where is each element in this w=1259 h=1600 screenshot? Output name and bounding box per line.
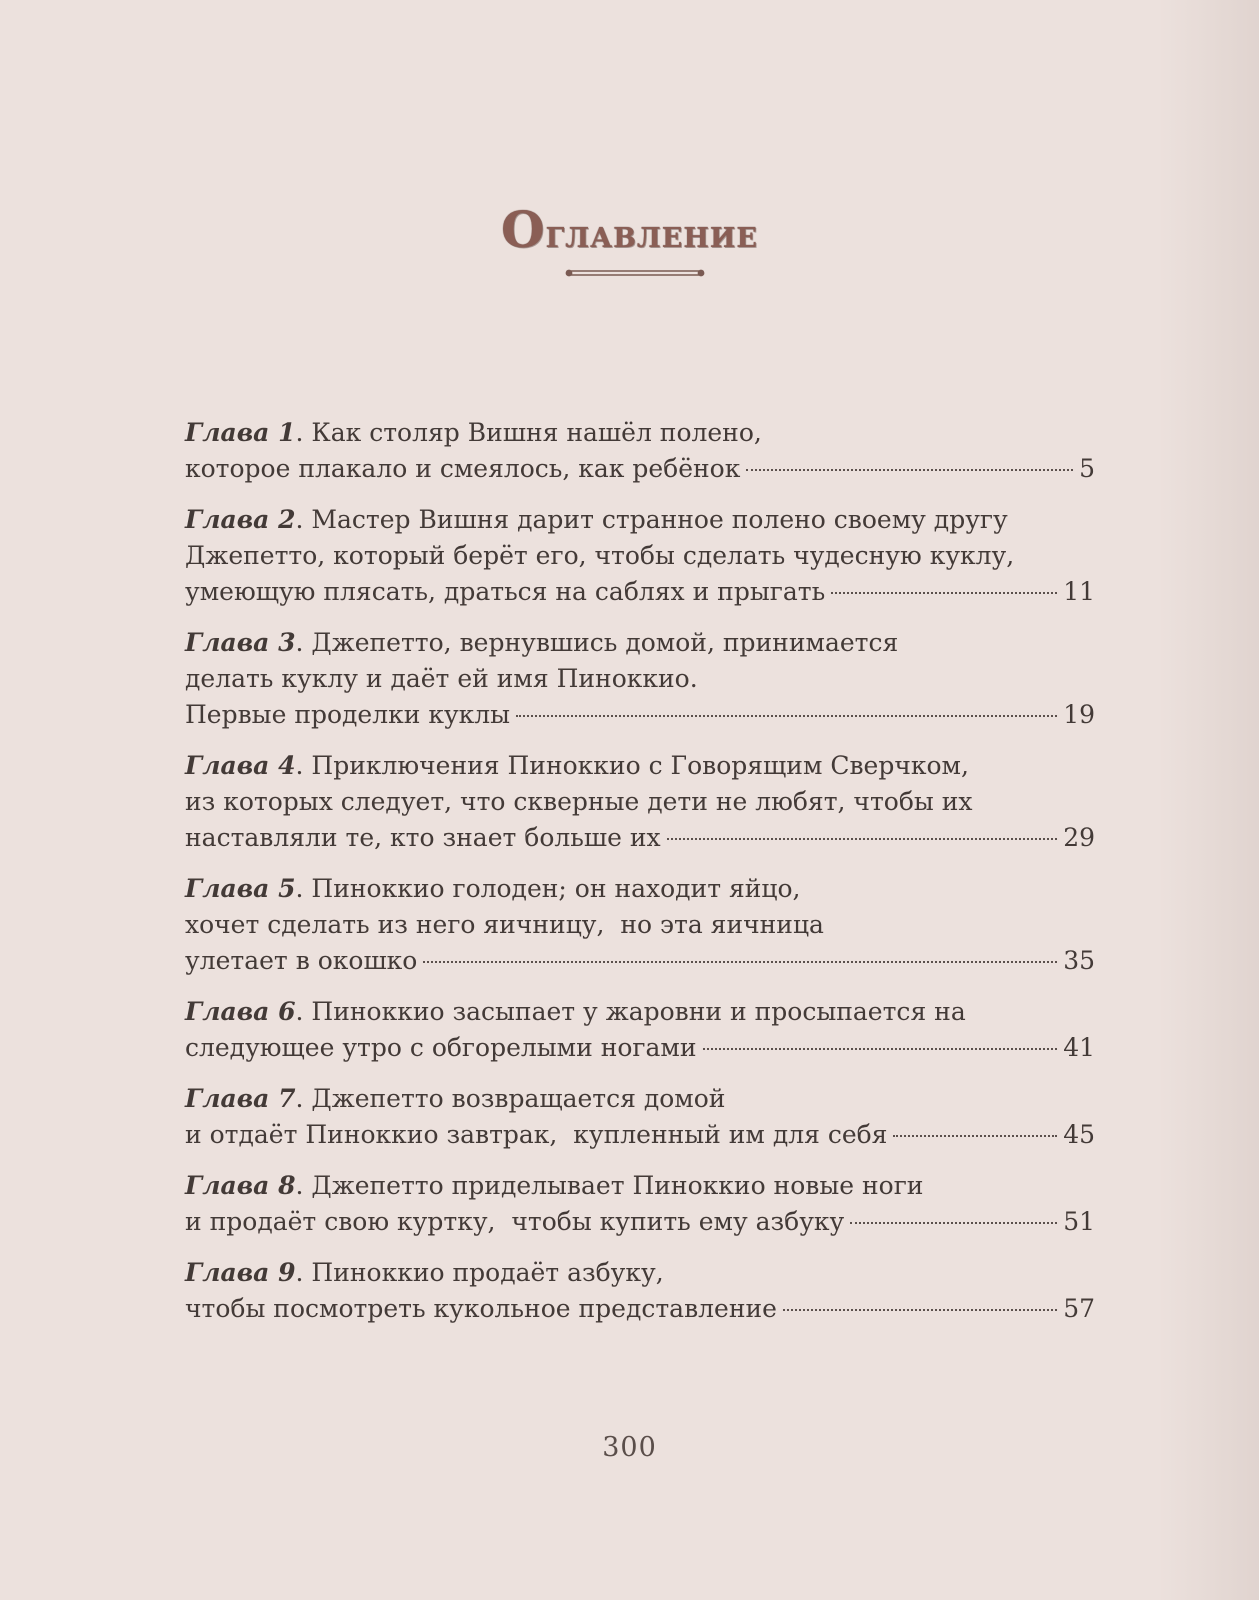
chapter-title-text: Пиноккио продаёт азбуку,: [311, 1258, 664, 1287]
toc-entry-line: [185, 697, 1095, 733]
dot-leader: [893, 1135, 1057, 1137]
toc-entry-line: [185, 1030, 1095, 1066]
page-title: [0, 200, 1259, 259]
chapter-separator: .: [295, 1171, 312, 1200]
chapter-title-text: Как столяр Вишня нашёл полено,: [311, 418, 762, 447]
toc-entry: [185, 1255, 1095, 1327]
chapter-label: Глава 7: [185, 1084, 296, 1113]
dot-leader: [703, 1048, 1058, 1050]
toc-entry-line: [185, 1291, 1095, 1327]
toc-entry-line: [185, 451, 1095, 487]
toc-entry: [185, 748, 1095, 856]
title-initial: О: [501, 200, 546, 259]
toc-entry: [185, 871, 1095, 979]
dot-leader: [746, 469, 1073, 471]
toc-entry-line: [185, 871, 1095, 907]
chapter-label: Глава 9: [185, 1258, 296, 1287]
toc-entry-line: [185, 625, 1095, 661]
page-number: 300: [602, 1432, 657, 1463]
dot-leader: [423, 961, 1057, 963]
page-ref: 45: [1063, 1120, 1095, 1149]
chapter-title-text: умеющую плясать, драться на саблях и прыгать: [185, 577, 826, 606]
toc-entry-line: [185, 748, 1095, 784]
chapter-separator: .: [295, 628, 312, 657]
toc-entry: [185, 1168, 1095, 1240]
page-ref: 19: [1063, 700, 1095, 729]
chapter-title-text: из которых следует, что скверные дети не любят, чтобы их: [185, 787, 973, 816]
chapter-separator: .: [295, 997, 312, 1026]
toc-entry-line: [185, 661, 1095, 697]
chapter-title-text: хочет сделать из него яичницу, но эта яичница: [185, 910, 824, 939]
dot-leader: [831, 592, 1057, 594]
toc-entry-line: [185, 1204, 1095, 1240]
chapter-label: Глава 4: [185, 751, 296, 780]
dot-leader: [516, 715, 1057, 717]
dot-leader: [667, 838, 1058, 840]
toc-entry-line: [185, 1117, 1095, 1153]
table-of-contents: [185, 415, 1095, 1342]
chapter-separator: .: [295, 505, 312, 534]
toc-entry: [185, 994, 1095, 1066]
chapter-label: Глава 8: [185, 1171, 296, 1200]
chapter-title-text: Джепетто возвращается домой: [311, 1084, 726, 1113]
chapter-title-text: и продаёт свою куртку, чтобы купить ему азбуку: [185, 1207, 845, 1236]
chapter-separator: .: [295, 418, 312, 447]
chapter-title-text: Пиноккио засыпает у жаровни и просыпается на: [311, 997, 966, 1026]
toc-entry-line: [185, 1081, 1095, 1117]
toc-entry-line: [185, 415, 1095, 451]
chapter-label: Глава 6: [185, 997, 296, 1026]
chapter-title-text: которое плакало и смеялось, как ребёнок: [185, 454, 741, 483]
chapter-title-text: чтобы посмотреть кукольное представление: [185, 1294, 777, 1323]
title-rest: главление: [545, 211, 758, 256]
toc-entry-line: [185, 574, 1095, 610]
toc-entry-line: [185, 784, 1095, 820]
chapter-title-text: улетает в окошко: [185, 946, 418, 975]
toc-entry: [185, 625, 1095, 733]
chapter-title-text: Джепетто, вернувшись домой, принимается: [311, 628, 899, 657]
chapter-title-text: Джепетто, который берёт его, чтобы сделать чудесную куклу,: [185, 541, 1015, 570]
toc-entry: [185, 1081, 1095, 1153]
toc-entry-line: [185, 538, 1095, 574]
page-ref: 29: [1063, 823, 1095, 852]
page-ref: 35: [1063, 946, 1095, 975]
chapter-title-text: Приключения Пиноккио с Говорящим Сверчком,: [311, 751, 969, 780]
page-ref: 5: [1079, 454, 1095, 483]
toc-entry: [185, 502, 1095, 610]
chapter-title-text: делать куклу и даёт ей имя Пиноккио.: [185, 664, 698, 693]
toc-entry-line: [185, 502, 1095, 538]
chapter-separator: .: [295, 751, 312, 780]
dot-leader: [850, 1222, 1057, 1224]
toc-entry-line: [185, 994, 1095, 1030]
chapter-title-text: Джепетто приделывает Пиноккио новые ноги: [311, 1171, 924, 1200]
page-ref: 11: [1063, 577, 1095, 606]
page-ref: 51: [1063, 1207, 1095, 1236]
chapter-title-text: Первые проделки куклы: [185, 700, 511, 729]
chapter-label: Глава 2: [185, 505, 296, 534]
chapter-label: Глава 5: [185, 874, 296, 903]
chapter-separator: .: [295, 1084, 312, 1113]
page-ref: 57: [1063, 1294, 1095, 1323]
chapter-label: Глава 1: [185, 418, 296, 447]
toc-entry-line: [185, 1255, 1095, 1291]
page-ref: 41: [1063, 1033, 1095, 1062]
chapter-title-text: Мастер Вишня дарит странное полено своему другу: [311, 505, 1008, 534]
chapter-title-text: и отдаёт Пиноккио завтрак, купленный им для себя: [185, 1120, 888, 1149]
toc-entry-line: [185, 943, 1095, 979]
title-ornament: [565, 268, 705, 278]
toc-entry: [185, 415, 1095, 487]
chapter-title-text: следующее утро с обгорелыми ногами: [185, 1033, 697, 1062]
toc-entry-line: [185, 1168, 1095, 1204]
chapter-label: Глава 3: [185, 628, 296, 657]
chapter-separator: .: [295, 1258, 312, 1287]
chapter-title-text: наставляли те, кто знает больше их: [185, 823, 661, 852]
toc-entry-line: [185, 907, 1095, 943]
chapter-separator: .: [295, 874, 312, 903]
chapter-title-text: Пиноккио голоден; он находит яйцо,: [311, 874, 801, 903]
dot-leader: [783, 1309, 1057, 1311]
toc-entry-line: [185, 820, 1095, 856]
